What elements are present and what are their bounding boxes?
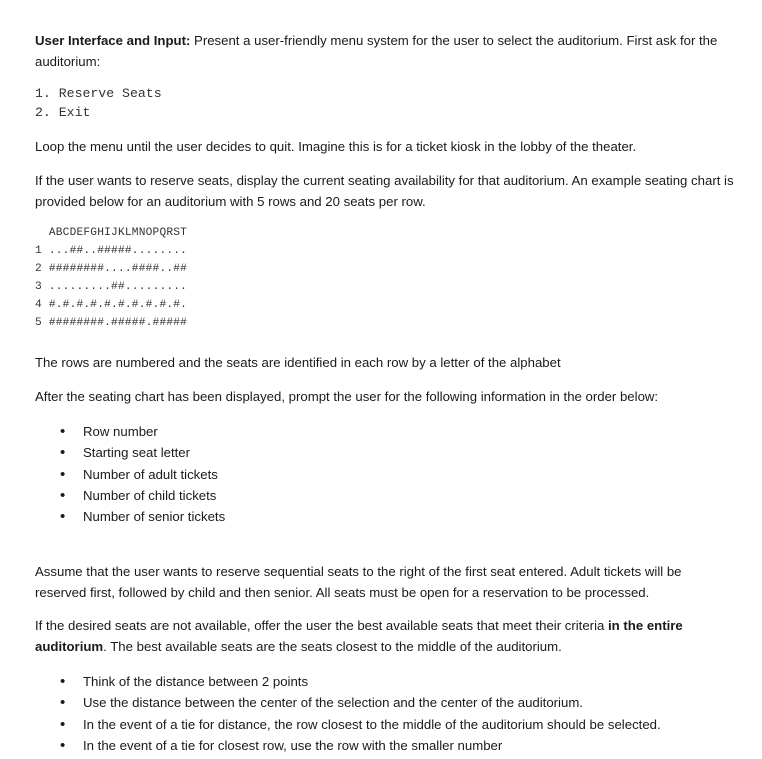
best-bold: in the entire auditorium <box>35 618 683 654</box>
list-item: • Number of senior tickets <box>60 506 225 527</box>
seating-row: 4 #.#.#.#.#.#.#.#.#.#. <box>35 299 188 311</box>
loop-paragraph: Loop the menu until the user decides to quit. Imagine this is for a ticket kiosk in the lobby of the theater. <box>35 139 637 154</box>
list-item: • Number of adult tickets <box>60 464 225 485</box>
seating-row: 1 ...##..#####........ <box>35 245 188 257</box>
menu-item: 2. Exit <box>35 105 91 120</box>
list-item: • Row number <box>60 421 225 442</box>
seating-chart <box>35 224 187 332</box>
list-item: • Think of the distance between 2 points <box>60 671 661 692</box>
seating-row: 5 ########.#####.##### <box>35 317 188 329</box>
menu-block <box>35 84 162 122</box>
menu-item: 1. Reserve Seats <box>35 86 162 101</box>
list-item: • Starting seat letter <box>60 442 225 463</box>
rules-list <box>60 671 661 756</box>
list-item: • Use the distance between the center of the selection and the center of the auditorium. <box>60 692 661 713</box>
best-after: . The best available seats are the seats closest to the middle of the auditorium. <box>103 639 562 654</box>
list-item: • In the event of a tie for distance, the row closest to the middle of the auditorium should be selected. <box>60 714 661 735</box>
list-item: • Number of child tickets <box>60 485 225 506</box>
best-before: If the desired seats are not available, offer the user the best available seats that meet their criteria <box>35 618 608 633</box>
prompt-paragraph: After the seating chart has been displayed, prompt the user for the following information in the order below: <box>35 389 659 404</box>
reserve-paragraph: If the user wants to reserve seats, display the current seating availability for that auditorium. An example seating chart is provided below for an auditorium with 5 rows and 20 seats per row. <box>35 173 734 209</box>
prompt-list <box>60 421 225 527</box>
rows-paragraph: The rows are numbered and the seats are identified in each row by a letter of the alphabet <box>35 355 561 370</box>
seating-chart-header: ABCDEFGHIJKLMNOPQRST <box>35 227 188 239</box>
seating-row: 2 ########....####..## <box>35 263 188 275</box>
intro-paragraph <box>35 30 735 72</box>
seating-row: 3 .........##......... <box>35 281 188 293</box>
list-item: • In the event of a tie for closest row, use the row with the smaller number <box>60 735 661 756</box>
best-seats-paragraph <box>35 615 735 657</box>
assume-paragraph: Assume that the user wants to reserve sequential seats to the right of the first seat entered. Adult tickets will be reserved first, followed by child and then senior. All seats must be open for a reservation to be processed. <box>35 564 682 600</box>
intro-text: Present a user-friendly menu system for the user to select the auditorium. First ask for the auditorium: <box>35 33 718 69</box>
intro-heading: User Interface and Input: <box>35 33 191 48</box>
